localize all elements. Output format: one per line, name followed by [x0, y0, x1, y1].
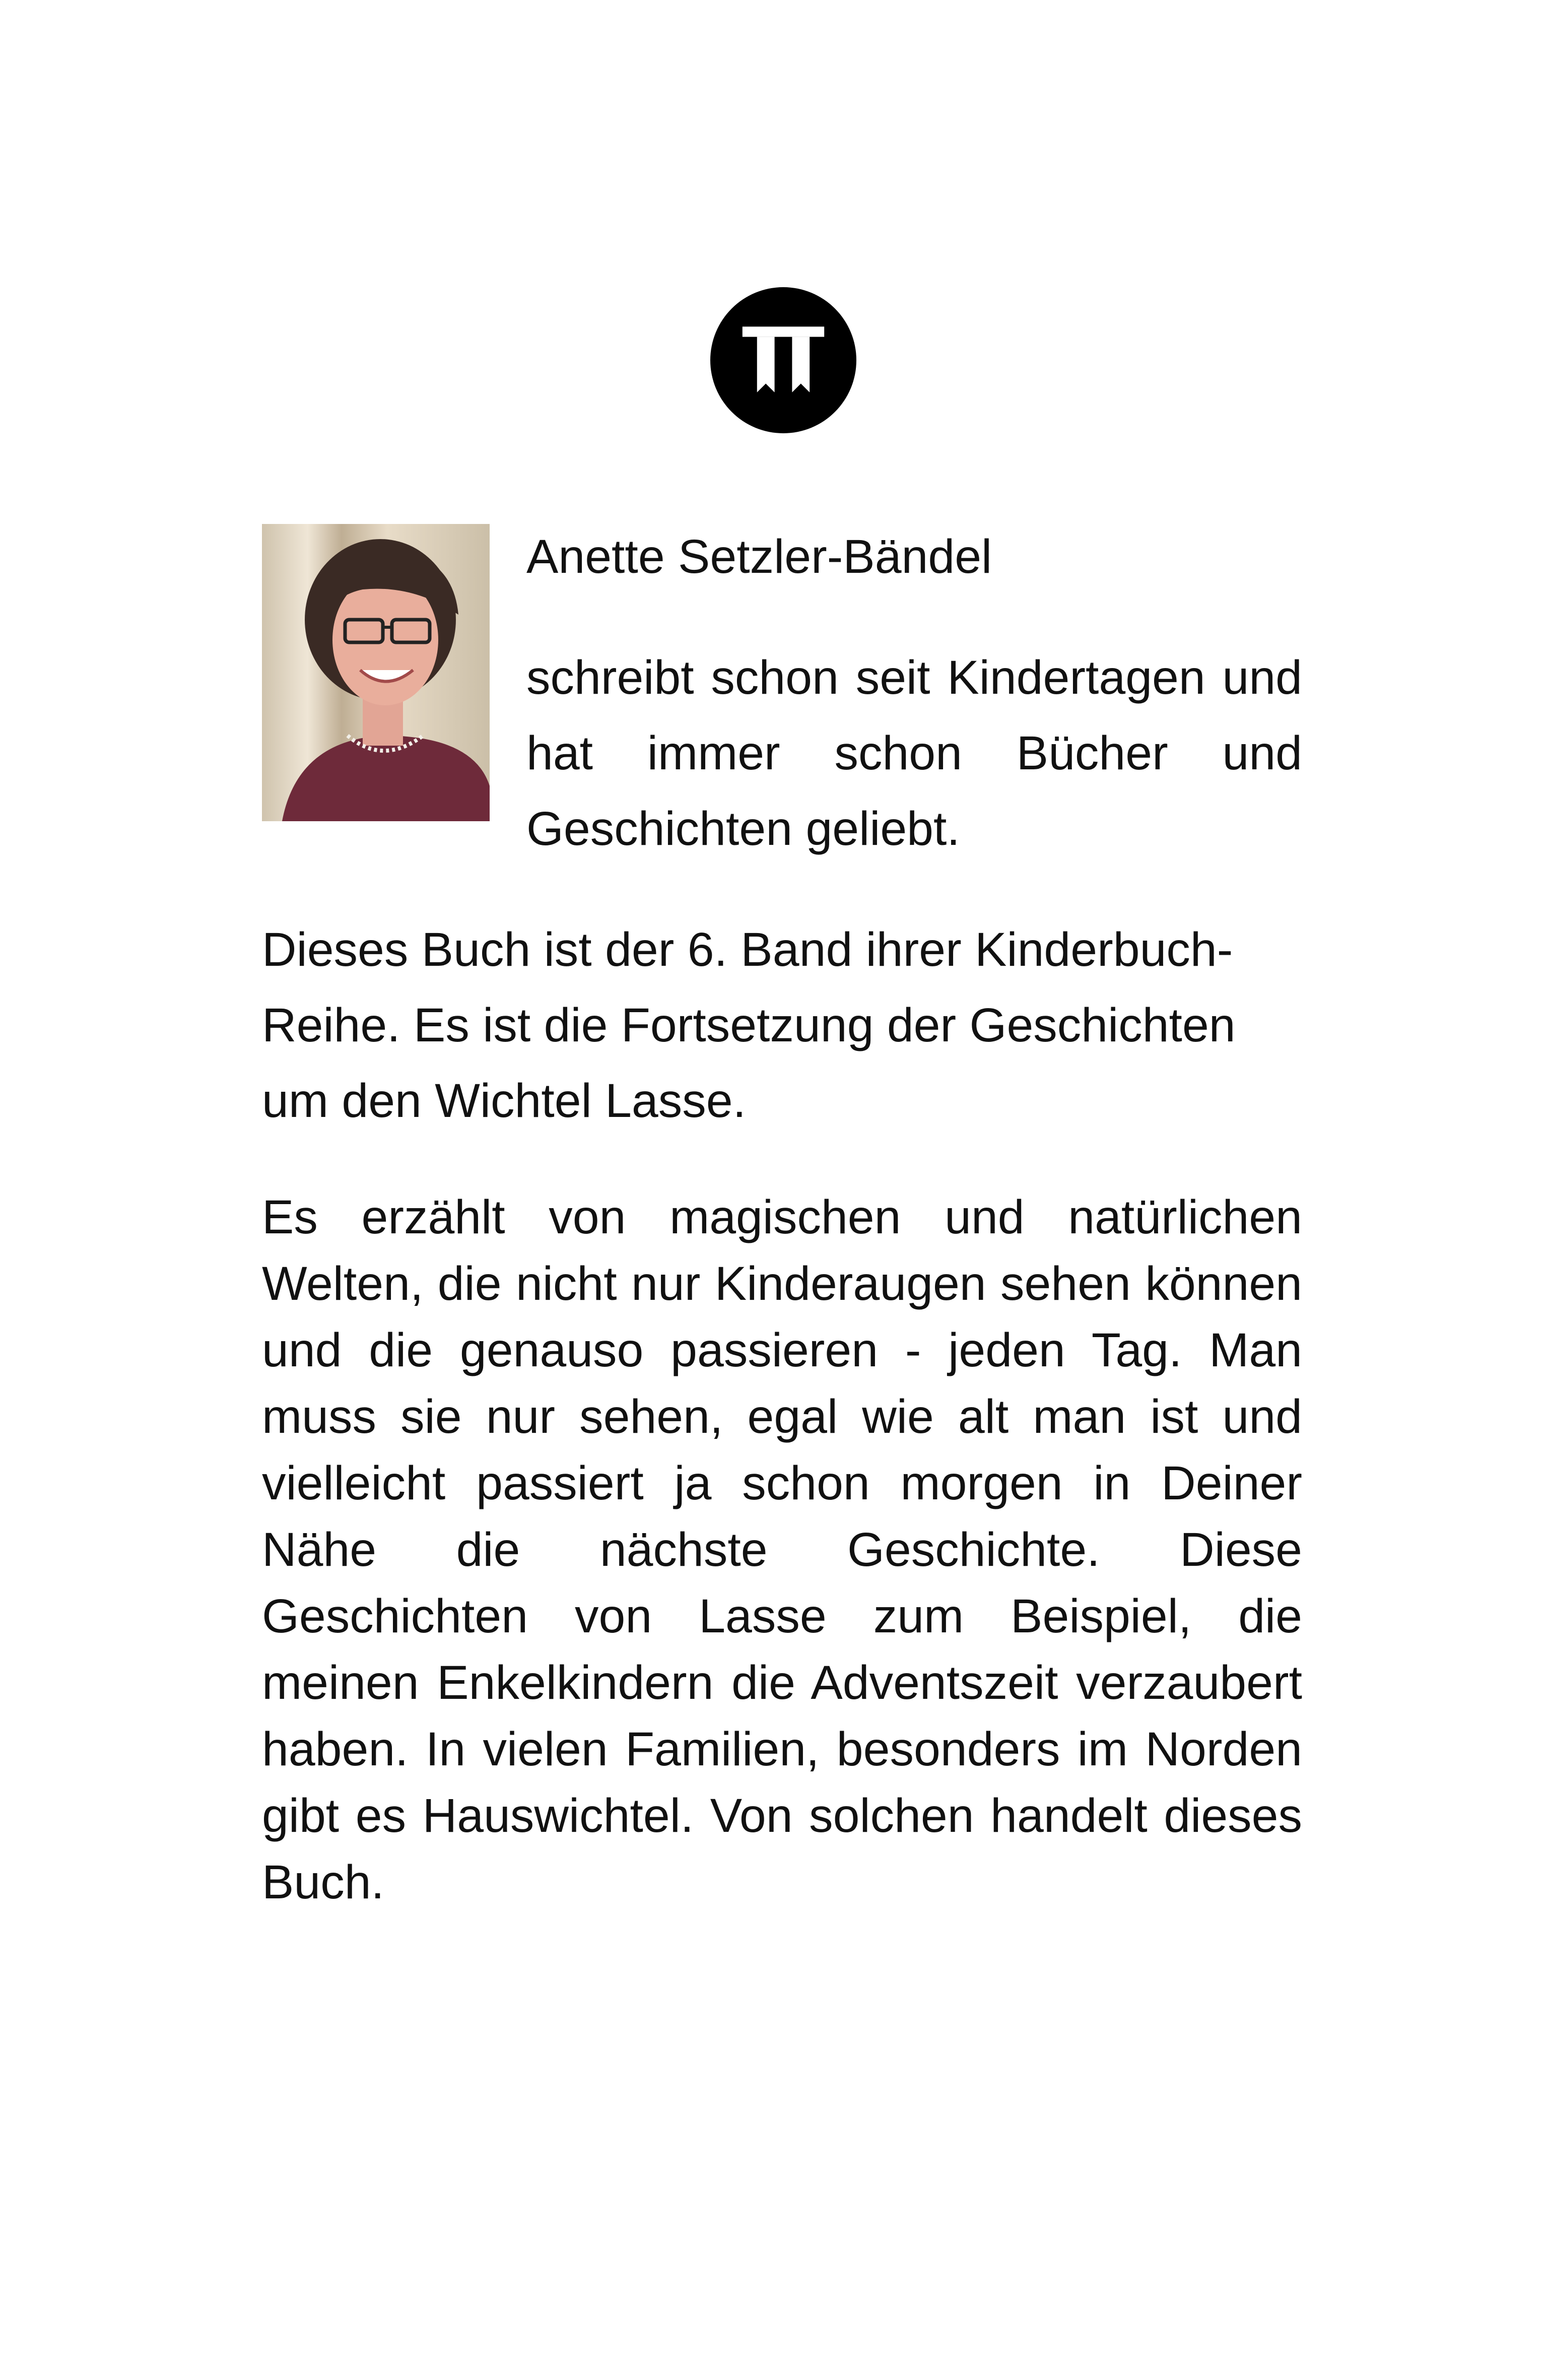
- series-paragraph: Dieses Buch ist der 6. Band ihrer Kinderbuch-Reihe. Es ist die Fortsetzung der Geschichten um den Wichtel Lasse.: [262, 923, 1236, 1128]
- description-paragraph: Es erzählt von magischen und natürlichen Welten, die nicht nur Kinderaugen sehen können und die genauso passieren - jeden Tag. Man muss sie nur sehen, egal wie alt man ist und vielleicht passiert ja schon morgen in Deiner Nähe die nächste Geschichte. Diese Geschichten von Lasse zum Beispiel, die meinen Enkelkindern die Adventszeit verzaubert haben. In vielen Familien, besonders im Norden gibt es Hauswichtel. Von solchen handelt dieses Buch.: [262, 1191, 1302, 1909]
- author-portrait: [262, 524, 490, 821]
- author-name: Anette Setzler-Bändel: [526, 530, 992, 583]
- publisher-logo-icon: [710, 287, 856, 433]
- author-intro-paragraph: schreibt schon seit Kindertagen und hat immer schon Bücher und Geschichten geliebt.: [526, 651, 1302, 855]
